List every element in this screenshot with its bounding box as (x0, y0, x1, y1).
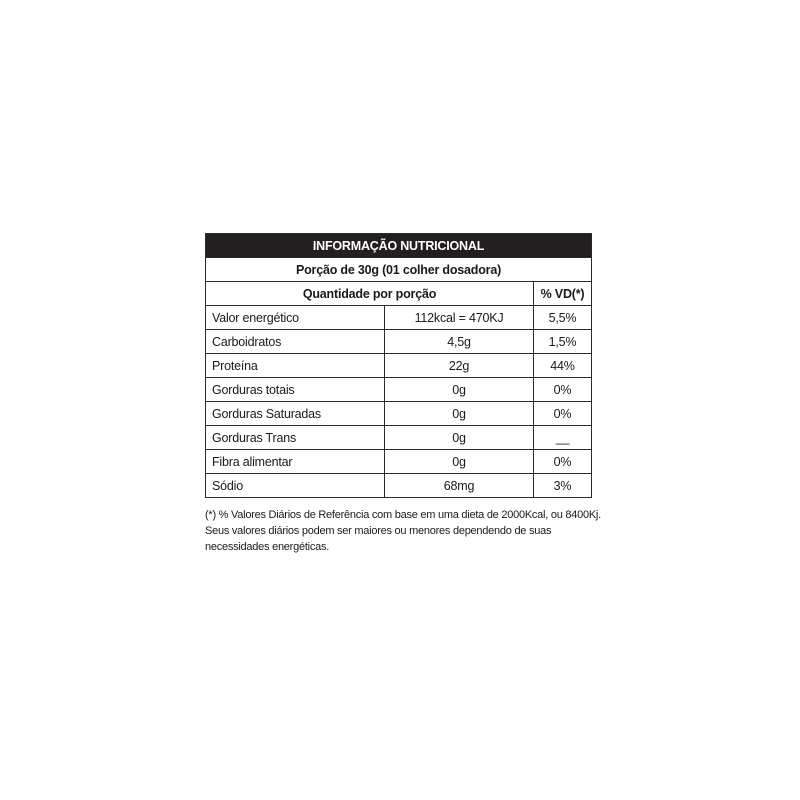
table-row (206, 426, 592, 450)
nutrient-quantity: 68mg (385, 474, 534, 498)
table-row (206, 450, 592, 474)
table-title-row (206, 234, 592, 258)
nutrient-name: Valor energético (206, 306, 385, 330)
nutrient-quantity: 0g (385, 450, 534, 474)
nutrient-vd: __ (534, 426, 592, 450)
nutrient-name: Fibra alimentar (206, 450, 385, 474)
table-row (206, 474, 592, 498)
nutrient-quantity: 0g (385, 402, 534, 426)
nutrient-name: Carboidratos (206, 330, 385, 354)
nutrient-vd: 0% (534, 402, 592, 426)
nutrient-quantity: 0g (385, 426, 534, 450)
column-header-row (206, 282, 592, 306)
nutrition-label (205, 233, 601, 555)
table-row (206, 378, 592, 402)
header-quantity: Quantidade por porção (206, 282, 534, 306)
header-vd: % VD(*) (534, 282, 592, 306)
table-row (206, 402, 592, 426)
nutrient-name: Gorduras Trans (206, 426, 385, 450)
nutrient-vd: 3% (534, 474, 592, 498)
table-title: INFORMAÇÃO NUTRICIONAL (206, 234, 592, 258)
portion-size: Porção de 30g (01 colher dosadora) (206, 258, 592, 282)
nutrient-vd: 1,5% (534, 330, 592, 354)
nutrition-table (205, 233, 592, 498)
table-row (206, 306, 592, 330)
footnote: (*) % Valores Diários de Referência com base em uma dieta de 2000Kcal, ou 8400Kj. Seus valores diários podem ser maiores ou menores dependendo de suas necessidades energéticas. (205, 509, 601, 553)
nutrient-name: Gorduras totais (206, 378, 385, 402)
nutrient-name: Sódio (206, 474, 385, 498)
nutrient-name: Proteína (206, 354, 385, 378)
nutrient-quantity: 4,5g (385, 330, 534, 354)
nutrient-vd: 44% (534, 354, 592, 378)
table-row (206, 354, 592, 378)
portion-row (206, 258, 592, 282)
nutrient-quantity: 0g (385, 378, 534, 402)
table-row (206, 330, 592, 354)
nutrient-vd: 0% (534, 450, 592, 474)
nutrient-name: Gorduras Saturadas (206, 402, 385, 426)
nutrient-quantity: 112kcal = 470KJ (385, 306, 534, 330)
nutrient-vd: 5,5% (534, 306, 592, 330)
nutrient-quantity: 22g (385, 354, 534, 378)
nutrient-vd: 0% (534, 378, 592, 402)
